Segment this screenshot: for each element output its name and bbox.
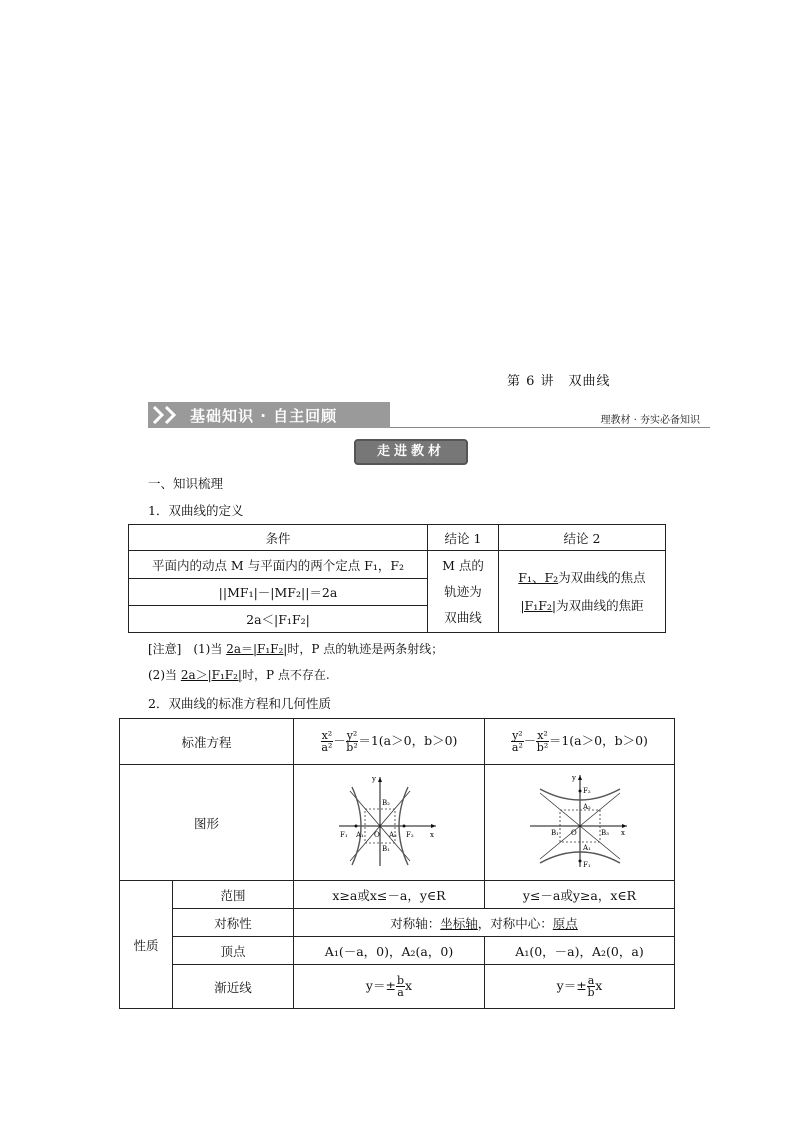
vertex-label: 顶点 (173, 937, 294, 965)
asym2-prefix: y＝± (556, 978, 587, 993)
equation-y: $\frac{\text{y²}}{\text{a²}}$ － $\frac{\text{x²}}{\text{b²}}$ ＝1(a＞0，b＞0) (485, 719, 675, 765)
graph-x-cell (294, 765, 485, 881)
asym1-prefix: y＝± (365, 978, 396, 993)
note-1 (148, 640, 443, 657)
banner-divider (390, 427, 710, 428)
foci-text: F₁、F₂ (518, 569, 559, 585)
asymptote-y: y＝± $\frac{a}{b}$ x (485, 965, 675, 1009)
range-x: x≥a或x≤－a，y∈R (294, 881, 485, 909)
range-label: 范围 (173, 881, 294, 909)
chevron-icon (152, 406, 182, 424)
svg-text:F₂: F₂ (582, 787, 591, 795)
symmetry-axis: 坐标轴 (440, 915, 478, 931)
note2-rest: 时，P 点不存在. (241, 668, 330, 682)
banner-title: 基础知识 · 自主回顾 (190, 407, 338, 425)
svg-text:A₁: A₁ (356, 831, 364, 839)
note2-condition: 2a＞|F₁F₂| (180, 668, 242, 682)
condition-row-2: ||MF₁|－|MF₂||＝2a (129, 579, 428, 606)
vertex-y: A₁(0，－a)，A₂(0，a) (485, 937, 675, 965)
hyperbola-x-graph (334, 771, 444, 871)
lesson-title: 第 6 讲 双曲线 (507, 374, 611, 389)
svg-text:A₂: A₂ (582, 803, 591, 811)
asymptote-x: y＝± $\frac{b}{a}$ x (294, 965, 485, 1009)
range-y: y≤－a或y≥a，x∈R (485, 881, 675, 909)
svg-text:A₂: A₂ (389, 831, 397, 839)
symmetry-prefix: 对称轴： (390, 915, 441, 931)
note1-condition: 2a＝|F₁F₂| (226, 642, 288, 656)
banner-subtitle: 理教材 · 夯实必备知识 (600, 415, 700, 426)
svg-text:F₁: F₁ (582, 861, 591, 869)
svg-text:O: O (570, 829, 577, 837)
graph-label: 图形 (120, 765, 294, 881)
heading-knowledge: 一、知识梳理 (148, 476, 224, 491)
section-pill: 走进教材 (354, 439, 468, 465)
properties-table (119, 718, 675, 1009)
conclusion1-cell (428, 551, 499, 633)
condition-row-1: 平面内的动点 M 与平面内的两个定点 F₁，F₂ (129, 551, 428, 579)
symmetry-mid: ，对称中心： (477, 915, 553, 931)
svg-text:x: x (430, 831, 434, 839)
foci-desc: 为双曲线的焦点 (558, 569, 646, 585)
conclusion1-line1: M 点的 (442, 557, 484, 573)
svg-text:A₁: A₁ (582, 844, 591, 852)
conclusion1-line3: 双曲线 (444, 609, 482, 625)
heading-definition: 1．双曲线的定义 (148, 503, 244, 518)
note-2 (148, 666, 330, 683)
header-condition: 条件 (129, 525, 428, 551)
svg-text:y: y (571, 774, 576, 782)
definition-table (128, 524, 666, 633)
focal-length-desc: 为双曲线的焦距 (556, 597, 644, 613)
equation-y-tail: ＝1(a＞0，b＞0) (548, 733, 648, 748)
svg-text:y: y (372, 775, 376, 783)
conclusion2-cell (499, 551, 666, 633)
graph-y-cell (485, 765, 675, 881)
svg-text:B₂: B₂ (382, 799, 390, 807)
symmetry-center: 原点 (552, 915, 578, 931)
focal-length-text: |F₁F₂| (520, 597, 557, 613)
asymptote-label: 渐近线 (173, 965, 294, 1009)
note1-prefix: [注意] (1)当 (148, 642, 227, 656)
hyperbola-y-graph (525, 771, 635, 871)
section-banner (148, 402, 710, 430)
svg-text:x: x (620, 829, 625, 837)
equation-x: $\frac{\text{x²}}{\text{a²}}$ － $\frac{\text{y²}}{\text{b²}}$ ＝1(a＞0，b＞0) (294, 719, 485, 765)
note2-prefix: (2)当 (148, 668, 181, 682)
header-conclusion1: 结论 1 (428, 525, 499, 551)
svg-text:O: O (374, 831, 380, 839)
std-eq-label: 标准方程 (120, 719, 294, 765)
symmetry-value (294, 909, 675, 937)
svg-text:B₁: B₁ (550, 829, 559, 837)
svg-text:B₁: B₁ (382, 845, 390, 853)
note1-rest: 时，P 点的轨迹是两条射线； (287, 642, 444, 656)
properties-label: 性质 (120, 881, 173, 1009)
svg-text:F₂: F₂ (406, 831, 414, 839)
svg-text:F₁: F₁ (340, 831, 348, 839)
header-conclusion2: 结论 2 (499, 525, 666, 551)
symmetry-label: 对称性 (173, 909, 294, 937)
heading-standard: 2．双曲线的标准方程和几何性质 (148, 696, 331, 711)
equation-x-tail: ＝1(a＞0，b＞0) (358, 733, 458, 748)
conclusion1-line2: 轨迹为 (444, 583, 482, 599)
condition-row-3: 2a＜|F₁F₂| (129, 606, 428, 633)
vertex-x: A₁(－a，0)，A₂(a，0) (294, 937, 485, 965)
svg-text:B₃: B₃ (600, 829, 609, 837)
